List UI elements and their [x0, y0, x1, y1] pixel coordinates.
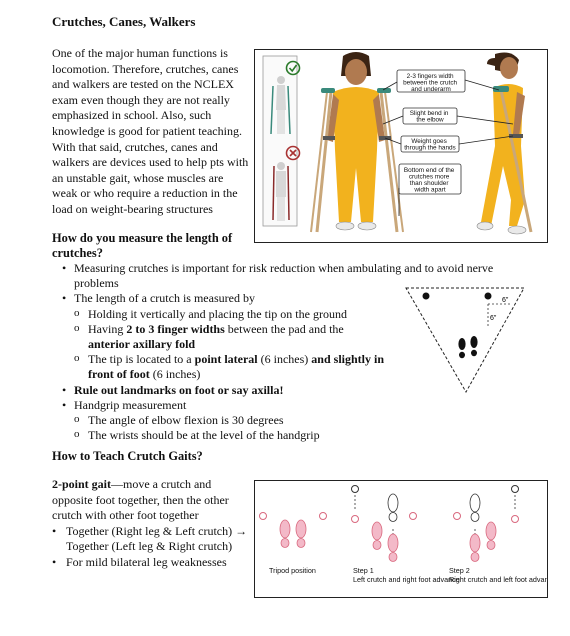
label-front: 6" [490, 315, 497, 322]
list-subitem: o Having 2 to 3 finger widths between the pad and the anterior axillary fold [62, 322, 364, 352]
callout-crutch-width: Bottom end of the crutches more than shoulder width apart [403, 167, 455, 194]
section2-heading: How to Teach Crutch Gaits? [52, 449, 203, 463]
caption-step2-desc: Right crutch and left foot advance [449, 575, 547, 584]
list-subitem: o The wrists should be at the level of the handgrip [62, 428, 504, 443]
list-item: • The length of a crutch is measured by [62, 291, 504, 306]
list-subitem: o Holding it vertically and placing the tip on the ground [62, 307, 504, 322]
list-subitem: o The angle of elbow flexion is 30 degrees [62, 413, 504, 428]
list-item: • For mild bilateral leg weaknesses [52, 555, 252, 571]
callout-weight-hands: Weight goes through the hands [404, 138, 456, 152]
list-item: • Handgrip measurement [62, 398, 504, 413]
front-figure [311, 52, 403, 232]
section1-heading: How do you measure the length of crutches? [52, 231, 233, 260]
tripod-triangle-diagram [402, 284, 528, 396]
gait-description: 2-point gait—move a crutch and opposite foot together, then the other crutch with other foot together [52, 477, 229, 523]
gait-steps-diagram [254, 480, 548, 598]
label-lateral: 6" [502, 297, 509, 304]
callout-finger-width: 2-3 fingers width between the crutch and underarm [403, 73, 458, 93]
list-subitem: o The tip is located to a point lateral (6 inches) and slightly in front of foot (6 inches) [62, 352, 406, 382]
crutch-fit-illustration [254, 49, 548, 243]
intro-paragraph: One of the major human functions is locomotion. Therefore, crutches, canes and walkers are tested on the NCLEX exam even though they are not really emphasized in school. Also, such knowledge is good for patient teaching. With that said, crutches, canes and walkers are devices used to help pts with an unstable gait, whose muscles are weak or who require a reduction in the load on weight-bearing structures [52, 46, 249, 216]
caption-step1-desc: Left crutch and right foot advance [353, 575, 460, 584]
list-item: • Measuring crutches is important for risk reduction when ambulating and to avoid nerve problems [62, 261, 504, 291]
page-title: Crutches, Canes, Walkers [52, 14, 196, 29]
caption-step2: Step 2 [449, 566, 470, 575]
caption-step1: Step 1 [353, 566, 374, 575]
callout-elbow-bend: Slight bend in the elbow [409, 110, 449, 124]
two-point-gait [52, 477, 252, 571]
list-item: • Rule out landmarks on foot or say axilla! [62, 383, 504, 398]
caption-tripod: Tripod position [269, 566, 316, 575]
footprints-icon [458, 336, 477, 358]
list-item: • Together (Right leg & Left crutch) → Together (Left leg & Right crutch) [52, 524, 252, 555]
side-figure [477, 52, 531, 234]
